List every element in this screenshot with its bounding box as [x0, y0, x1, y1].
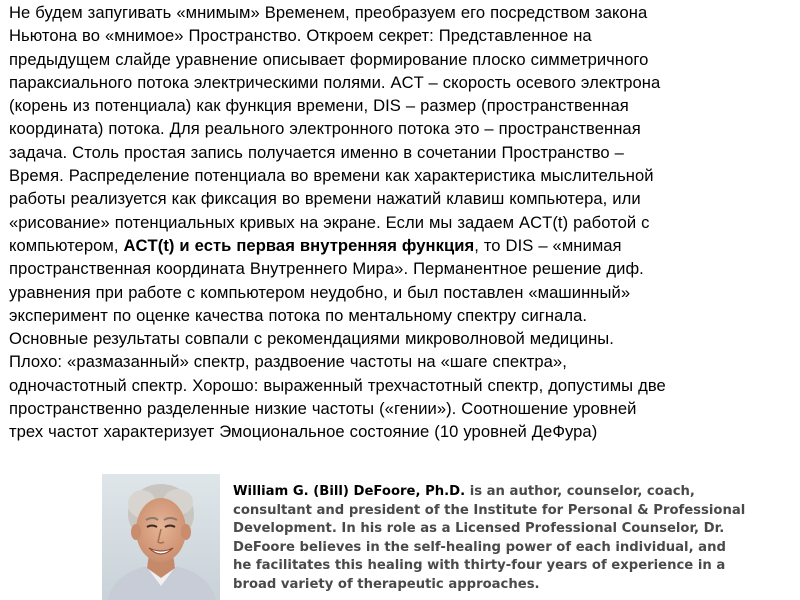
- bio-text-segment: is an author, counselor, coach,: [465, 484, 695, 499]
- text-line: предыдущем слайде уравнение описывает формирование плоско симметричного: [9, 49, 649, 69]
- text-line: Не будем запугивать «мнимым» Временем, преобразуем его посредством закона: [9, 3, 648, 22]
- text-line: [9, 234, 795, 257]
- bio-text: [233, 483, 798, 594]
- portrait-photo: [102, 474, 220, 600]
- text-line: Ньютона во «мнимое» Пространство. Откроем секрет: Представленное на: [9, 26, 592, 46]
- bio-line: broad variety of therapeutic approaches.: [233, 576, 540, 592]
- bio-line: consultant and president of the Institute for Personal & Professional: [233, 502, 746, 518]
- text-line: «рисование» потенциальных кривых на экране. Если мы задаем ACT(t) работой с: [9, 212, 650, 232]
- text-line: задача. Столь простая запись получается именно в сочетании Пространство –: [9, 142, 624, 162]
- text-line: параксиального потока электрическими полями. ACT – скорость осевого электрона: [9, 72, 661, 92]
- bio-line: he facilitates this healing with thirty-four years of experience in a: [233, 558, 726, 573]
- text-line: Время. Распределение потенциала во времени как характеристика мыслительной: [9, 166, 654, 186]
- bio-line: Development. In his role as a Licensed Professional Counselor, Dr.: [233, 521, 725, 536]
- text-line: работы реализуется как фиксация во времени нажатий клавиш компьютера, или: [9, 189, 641, 209]
- text-segment: , то DIS – «мнимая: [474, 235, 622, 255]
- bio-name: William G. (Bill) DeFoore, Ph.D.: [233, 484, 466, 499]
- text-line: одночастотный спектр. Хорошо: выраженный трехчастотный спектр, допустимы две: [9, 375, 666, 395]
- slide-body-text: [9, 1, 795, 444]
- text-line: трех частот характеризует Эмоциональное состояние (10 уровней ДеФура): [9, 422, 598, 442]
- text-line: (корень из потенциала) как функция времени, DIS – размер (пространственная: [9, 96, 629, 116]
- text-line: Плохо: «размазанный» спектр, раздвоение частоты на «шаге спектра»,: [9, 352, 567, 372]
- text-segment: компьютером,: [9, 235, 124, 255]
- text-line: координата) потока. Для реального электронного потока это – пространственная: [9, 119, 641, 139]
- text-line: уравнения при работе с компьютером неудобно, и был поставлен «машинный»: [9, 282, 631, 302]
- portrait-image: [102, 474, 220, 600]
- text-line: Основные результаты совпали с рекомендациями микроволновой медицины.: [9, 329, 614, 349]
- bio-line: DeFoore believes in the self-healing power of each individual, and: [233, 539, 726, 555]
- text-line: пространственно разделенные низкие частоты («гении»). Соотношение уровней: [9, 399, 637, 419]
- bio-line: [233, 483, 798, 502]
- text-line: эксперимент по оценке качества потока по ментальному спектру сигнала.: [9, 305, 588, 325]
- bold-phrase: ACT(t) и есть первая внутренняя функция: [123, 235, 475, 255]
- text-line: пространственная координата Внутреннего Мира». Перманентное решение диф.: [9, 259, 644, 279]
